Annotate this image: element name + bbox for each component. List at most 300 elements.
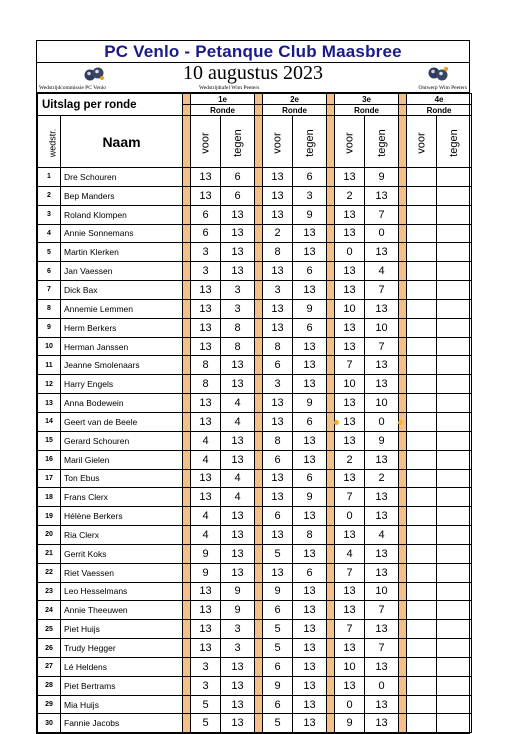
column-separator — [183, 337, 191, 356]
score-tegen — [437, 299, 472, 318]
column-separator — [399, 582, 407, 601]
score-voor: 13 — [335, 262, 365, 281]
column-separator — [183, 620, 191, 639]
marker-dot — [398, 420, 403, 425]
score-tegen: 4 — [365, 526, 399, 545]
score-voor — [407, 299, 437, 318]
column-separator — [183, 262, 191, 281]
table-row — [38, 469, 472, 488]
voor-header-label: voor — [343, 131, 356, 154]
column-separator — [183, 412, 191, 431]
score-tegen: 6 — [293, 262, 327, 281]
score-tegen: 6 — [293, 318, 327, 337]
column-separator — [327, 168, 335, 187]
score-tegen: 13 — [365, 488, 399, 507]
table-row — [38, 375, 472, 394]
column-separator — [255, 224, 263, 243]
player-name: Piet Huijs — [61, 620, 183, 639]
score-tegen: 13 — [221, 356, 255, 375]
score-voor: 13 — [263, 563, 293, 582]
match-number: 16 — [38, 450, 61, 469]
column-separator — [255, 526, 263, 545]
score-tegen: 6 — [293, 563, 327, 582]
score-voor: 5 — [191, 695, 221, 714]
round-label: Ronde — [407, 105, 472, 116]
column-separator — [255, 601, 263, 620]
score-voor — [407, 205, 437, 224]
column-separator — [399, 299, 407, 318]
score-voor — [407, 601, 437, 620]
tegen-header — [293, 116, 327, 168]
column-separator — [399, 507, 407, 526]
score-voor — [407, 639, 437, 658]
score-tegen: 13 — [221, 205, 255, 224]
player-name: Piet Bertrams — [61, 676, 183, 695]
score-tegen: 13 — [365, 299, 399, 318]
player-name: Ria Clerx — [61, 526, 183, 545]
score-voor: 13 — [335, 469, 365, 488]
column-separator — [327, 676, 335, 695]
match-number: 12 — [38, 375, 61, 394]
match-number: 2 — [38, 186, 61, 205]
score-voor: 13 — [191, 318, 221, 337]
column-separator — [327, 714, 335, 733]
column-separator — [399, 105, 407, 116]
score-voor: 13 — [335, 224, 365, 243]
score-voor — [407, 469, 437, 488]
round-number: 1e — [191, 94, 255, 105]
score-tegen: 3 — [293, 186, 327, 205]
column-separator — [399, 676, 407, 695]
table-row — [38, 676, 472, 695]
title-bar — [37, 41, 469, 63]
column-separator — [255, 262, 263, 281]
score-voor: 13 — [335, 676, 365, 695]
column-separator — [327, 544, 335, 563]
column-separator — [255, 205, 263, 224]
score-voor — [407, 657, 437, 676]
column-separator — [399, 281, 407, 300]
column-separator — [255, 299, 263, 318]
match-number: 5 — [38, 243, 61, 262]
score-tegen: 4 — [221, 469, 255, 488]
score-voor: 8 — [263, 431, 293, 450]
score-tegen: 9 — [293, 205, 327, 224]
column-separator — [183, 281, 191, 300]
score-voor: 8 — [191, 375, 221, 394]
score-voor: 13 — [263, 318, 293, 337]
score-voor: 3 — [263, 375, 293, 394]
column-separator — [399, 620, 407, 639]
score-tegen: 13 — [365, 714, 399, 733]
round-label: Ronde — [335, 105, 399, 116]
score-tegen: 13 — [221, 224, 255, 243]
column-separator — [327, 450, 335, 469]
score-tegen — [437, 431, 472, 450]
score-voor: 9 — [263, 676, 293, 695]
score-voor: 4 — [191, 450, 221, 469]
player-name: Anna Bodewein — [61, 394, 183, 413]
score-voor: 6 — [263, 601, 293, 620]
column-separator — [183, 224, 191, 243]
score-tegen: 6 — [221, 186, 255, 205]
score-tegen: 6 — [293, 469, 327, 488]
score-voor — [407, 186, 437, 205]
tegen-header-label: tegen — [375, 128, 388, 157]
score-voor: 9 — [191, 544, 221, 563]
score-tegen: 13 — [221, 563, 255, 582]
score-voor — [407, 262, 437, 281]
voor-header — [191, 116, 221, 168]
score-tegen — [437, 412, 472, 431]
voor-header-label: voor — [199, 131, 212, 154]
score-voor: 10 — [335, 375, 365, 394]
tegen-header-label: tegen — [448, 128, 461, 157]
table-row — [38, 526, 472, 545]
score-tegen: 13 — [365, 657, 399, 676]
score-tegen: 13 — [293, 356, 327, 375]
score-voor: 6 — [263, 450, 293, 469]
column-separator — [183, 657, 191, 676]
score-tegen: 13 — [293, 337, 327, 356]
match-number: 8 — [38, 299, 61, 318]
score-tegen: 9 — [293, 488, 327, 507]
score-voor: 13 — [263, 488, 293, 507]
round-label: Ronde — [263, 105, 327, 116]
column-separator — [255, 582, 263, 601]
score-voor: 6 — [263, 356, 293, 375]
column-separator — [327, 526, 335, 545]
table-row — [38, 563, 472, 582]
table-row — [38, 205, 472, 224]
column-separator — [183, 469, 191, 488]
score-voor: 3 — [191, 243, 221, 262]
name-header: Naam — [61, 116, 183, 168]
score-tegen — [437, 281, 472, 300]
score-voor: 13 — [263, 262, 293, 281]
column-separator — [327, 337, 335, 356]
score-tegen: 0 — [365, 412, 399, 431]
score-voor — [407, 375, 437, 394]
score-tegen: 13 — [221, 507, 255, 526]
tegen-header-label: tegen — [303, 128, 316, 157]
score-tegen: 13 — [221, 243, 255, 262]
player-name: Annie Theeuwen — [61, 601, 183, 620]
match-number: 3 — [38, 205, 61, 224]
score-tegen: 9 — [221, 601, 255, 620]
column-separator — [399, 186, 407, 205]
nr-header-label: wedstr. — [47, 128, 58, 157]
score-tegen: 13 — [365, 186, 399, 205]
column-separator — [183, 526, 191, 545]
score-voor: 5 — [263, 714, 293, 733]
score-voor: 13 — [263, 394, 293, 413]
score-voor: 13 — [191, 488, 221, 507]
column-separator — [183, 563, 191, 582]
column-separator — [255, 186, 263, 205]
score-tegen — [437, 356, 472, 375]
match-number: 19 — [38, 507, 61, 526]
score-voor: 13 — [335, 431, 365, 450]
table-row — [38, 639, 472, 658]
score-tegen: 9 — [365, 431, 399, 450]
score-voor: 6 — [263, 507, 293, 526]
table-row — [38, 450, 472, 469]
player-name: Annie Sonnemans — [61, 224, 183, 243]
results-table — [37, 93, 472, 733]
column-separator — [255, 469, 263, 488]
score-tegen: 10 — [365, 582, 399, 601]
table-row — [38, 243, 472, 262]
player-name: Roland Klompen — [61, 205, 183, 224]
score-tegen — [437, 205, 472, 224]
score-voor: 13 — [263, 412, 293, 431]
score-voor: 6 — [191, 205, 221, 224]
column-separator — [255, 695, 263, 714]
column-separator — [183, 639, 191, 658]
player-name: Herman Janssen — [61, 337, 183, 356]
score-tegen: 13 — [221, 544, 255, 563]
credits-line — [37, 84, 469, 93]
score-voor: 13 — [263, 526, 293, 545]
round-number: 3e — [335, 94, 399, 105]
player-name: Gerard Schouren — [61, 431, 183, 450]
player-name: Martin Klerken — [61, 243, 183, 262]
column-separator — [183, 450, 191, 469]
column-separator — [255, 94, 263, 105]
match-number: 18 — [38, 488, 61, 507]
score-tegen: 13 — [365, 507, 399, 526]
score-voor: 7 — [335, 620, 365, 639]
score-voor — [407, 412, 437, 431]
score-tegen: 6 — [293, 168, 327, 187]
subtitle: Uitslag per ronde — [38, 94, 183, 116]
column-separator — [255, 714, 263, 733]
column-separator — [183, 116, 191, 168]
score-tegen: 13 — [365, 563, 399, 582]
column-separator — [255, 318, 263, 337]
column-separator — [399, 94, 407, 105]
column-separator — [183, 507, 191, 526]
score-tegen — [437, 544, 472, 563]
column-separator — [327, 186, 335, 205]
score-tegen: 13 — [365, 695, 399, 714]
score-tegen: 10 — [365, 318, 399, 337]
score-tegen: 13 — [221, 431, 255, 450]
score-tegen: 4 — [365, 262, 399, 281]
column-separator — [327, 695, 335, 714]
score-tegen — [437, 714, 472, 733]
score-tegen — [437, 168, 472, 187]
match-number: 30 — [38, 714, 61, 733]
column-separator — [255, 243, 263, 262]
score-voor: 5 — [263, 639, 293, 658]
column-separator — [399, 469, 407, 488]
column-separator — [255, 105, 263, 116]
column-separator — [399, 450, 407, 469]
score-voor: 13 — [191, 601, 221, 620]
table-row — [38, 394, 472, 413]
table-row — [38, 657, 472, 676]
score-tegen — [437, 507, 472, 526]
table-row — [38, 431, 472, 450]
score-tegen: 6 — [221, 168, 255, 187]
score-voor: 4 — [191, 507, 221, 526]
column-separator — [255, 544, 263, 563]
tegen-header — [221, 116, 255, 168]
credit-middle: Wedstrijdtafel Wim Peeters — [199, 85, 260, 91]
player-name: Hélène Berkers — [61, 507, 183, 526]
column-separator — [327, 281, 335, 300]
score-voor: 4 — [335, 544, 365, 563]
nr-header — [38, 116, 61, 168]
score-voor: 13 — [191, 412, 221, 431]
table-row — [38, 299, 472, 318]
score-voor — [407, 356, 437, 375]
column-separator — [399, 695, 407, 714]
score-tegen: 9 — [293, 299, 327, 318]
score-voor: 8 — [263, 243, 293, 262]
score-voor: 2 — [335, 186, 365, 205]
score-voor: 5 — [191, 714, 221, 733]
score-tegen: 13 — [293, 507, 327, 526]
match-number: 7 — [38, 281, 61, 300]
column-separator — [183, 356, 191, 375]
score-voor — [407, 488, 437, 507]
column-separator — [399, 243, 407, 262]
player-name: Geert van de Beele — [61, 412, 183, 431]
score-voor: 13 — [263, 186, 293, 205]
score-tegen — [437, 582, 472, 601]
match-number: 28 — [38, 676, 61, 695]
score-voor — [407, 544, 437, 563]
table-row — [38, 262, 472, 281]
column-separator — [183, 695, 191, 714]
column-separator — [183, 299, 191, 318]
voor-header — [407, 116, 437, 168]
score-tegen: 3 — [221, 281, 255, 300]
score-voor: 13 — [335, 394, 365, 413]
match-number: 15 — [38, 431, 61, 450]
table-row — [38, 186, 472, 205]
score-voor: 10 — [335, 299, 365, 318]
column-separator — [327, 262, 335, 281]
score-tegen: 13 — [365, 544, 399, 563]
score-voor: 13 — [335, 582, 365, 601]
column-separator — [183, 582, 191, 601]
score-tegen: 13 — [293, 375, 327, 394]
column-separator — [255, 375, 263, 394]
column-separator — [399, 116, 407, 168]
player-name: Herm Berkers — [61, 318, 183, 337]
score-tegen: 13 — [221, 714, 255, 733]
match-number: 14 — [38, 412, 61, 431]
score-voor: 2 — [263, 224, 293, 243]
column-separator — [399, 337, 407, 356]
player-name: Mia Huijs — [61, 695, 183, 714]
score-tegen: 7 — [365, 639, 399, 658]
score-tegen: 13 — [293, 601, 327, 620]
player-name: Riet Vaessen — [61, 563, 183, 582]
match-number: 25 — [38, 620, 61, 639]
score-tegen — [437, 657, 472, 676]
match-number: 23 — [38, 582, 61, 601]
score-tegen — [437, 601, 472, 620]
petanque-balls-icon — [83, 65, 105, 81]
table-row — [38, 412, 472, 431]
score-tegen — [437, 243, 472, 262]
match-number: 4 — [38, 224, 61, 243]
column-separator — [183, 186, 191, 205]
score-tegen: 3 — [221, 639, 255, 658]
score-voor: 8 — [191, 356, 221, 375]
score-voor: 13 — [191, 281, 221, 300]
score-tegen: 3 — [221, 620, 255, 639]
column-separator — [399, 563, 407, 582]
score-tegen — [437, 620, 472, 639]
score-tegen: 7 — [365, 337, 399, 356]
score-voor: 6 — [191, 224, 221, 243]
score-voor: 5 — [263, 620, 293, 639]
column-separator — [327, 224, 335, 243]
column-separator — [183, 205, 191, 224]
score-voor: 13 — [191, 168, 221, 187]
column-separator — [327, 639, 335, 658]
score-voor — [407, 620, 437, 639]
score-tegen: 13 — [221, 676, 255, 695]
score-voor — [407, 281, 437, 300]
score-tegen: 9 — [293, 394, 327, 413]
score-voor: 13 — [335, 281, 365, 300]
column-separator — [255, 431, 263, 450]
score-tegen: 6 — [293, 412, 327, 431]
column-separator — [327, 394, 335, 413]
score-voor: 13 — [191, 186, 221, 205]
match-number: 20 — [38, 526, 61, 545]
score-voor — [407, 714, 437, 733]
score-voor: 13 — [263, 205, 293, 224]
score-voor: 13 — [335, 526, 365, 545]
table-row — [38, 337, 472, 356]
score-tegen — [437, 337, 472, 356]
score-voor: 13 — [263, 168, 293, 187]
results-body — [38, 168, 472, 733]
score-tegen — [437, 488, 472, 507]
column-separator — [183, 394, 191, 413]
score-voor — [407, 582, 437, 601]
score-tegen: 13 — [365, 620, 399, 639]
score-voor: 0 — [335, 507, 365, 526]
column-separator — [327, 469, 335, 488]
score-voor: 13 — [335, 318, 365, 337]
score-tegen: 13 — [293, 676, 327, 695]
player-name: Frans Clerx — [61, 488, 183, 507]
score-tegen: 13 — [221, 657, 255, 676]
round-label: Ronde — [191, 105, 255, 116]
player-name: Dick Bax — [61, 281, 183, 300]
score-voor: 13 — [191, 620, 221, 639]
score-tegen: 7 — [365, 281, 399, 300]
player-name: Gerrit Koks — [61, 544, 183, 563]
event-date: 10 augustus 2023 — [183, 62, 323, 84]
score-tegen: 13 — [293, 714, 327, 733]
score-tegen: 13 — [221, 695, 255, 714]
score-tegen — [437, 526, 472, 545]
score-tegen: 13 — [293, 450, 327, 469]
score-voor: 8 — [263, 337, 293, 356]
score-voor: 9 — [335, 714, 365, 733]
score-tegen: 13 — [365, 356, 399, 375]
